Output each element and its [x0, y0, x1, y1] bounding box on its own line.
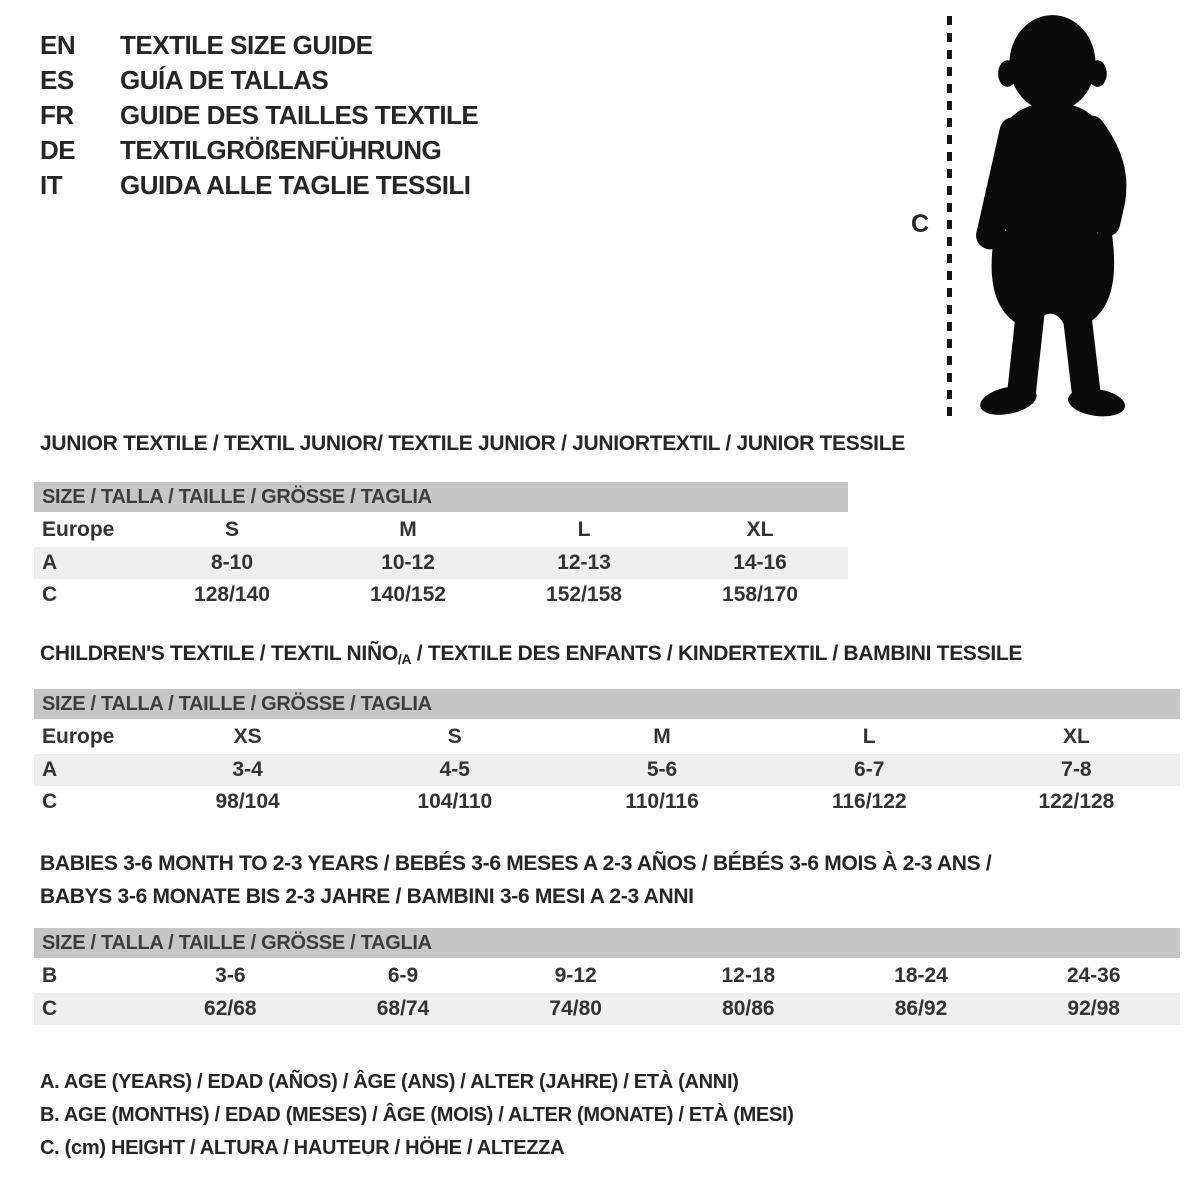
height-cell: 98/104	[215, 790, 280, 813]
height-cell: 68/74	[376, 997, 430, 1020]
table-row-height	[34, 786, 1180, 818]
months-cell: 3-6	[215, 963, 246, 987]
height-cell: 110/116	[625, 790, 699, 813]
language-code: DE	[40, 135, 76, 165]
junior-section-heading: JUNIOR TEXTILE / TEXTIL JUNIOR/ TEXTILE JUNIOR / JUNIORTEXTIL / JUNIOR TESSILE	[40, 432, 905, 455]
months-cell: 18-24	[894, 963, 948, 987]
guide-title-es: GUÍA DE TALLAS	[120, 65, 329, 95]
table-row-age	[34, 547, 848, 579]
height-measure-dashed-line	[947, 16, 952, 416]
age-cell: 10-12	[381, 551, 435, 574]
row-label: C	[42, 997, 58, 1020]
height-cell: 122/128	[1038, 790, 1115, 813]
junior-size-table	[34, 482, 848, 611]
height-cell: 74/80	[549, 997, 602, 1020]
language-code: IT	[40, 170, 63, 200]
months-cell: 6-9	[387, 963, 419, 987]
size-cell: S	[447, 724, 462, 748]
height-cell: 152/158	[546, 583, 622, 606]
months-cell: 12-18	[721, 963, 776, 987]
row-label: B	[42, 963, 58, 987]
children-heading-post: / TEXTILE DES ENFANTS / KINDERTEXTIL / BAMBINI TESSILE	[411, 642, 1023, 665]
language-code: EN	[40, 30, 76, 60]
height-cell: 92/98	[1067, 997, 1120, 1020]
age-cell: 6-7	[854, 758, 885, 781]
age-cell: 4-5	[439, 758, 470, 781]
height-cell: 128/140	[194, 583, 270, 606]
age-cell: 12-13	[557, 551, 611, 574]
age-cell: 7-8	[1061, 758, 1092, 781]
size-cell: XL	[1062, 724, 1090, 748]
height-cell: 158/170	[722, 583, 798, 606]
size-cell: XS	[233, 724, 262, 748]
height-measure-label: C	[911, 210, 930, 238]
children-size-table	[34, 689, 1180, 818]
children-heading-sub: /A	[397, 651, 412, 667]
row-label: C	[42, 790, 58, 813]
language-row-it	[40, 168, 478, 203]
language-title-list	[40, 28, 478, 203]
row-label: A	[42, 758, 58, 781]
height-cell: 116/122	[831, 790, 907, 813]
height-cell: 86/92	[894, 997, 948, 1020]
language-code: ES	[40, 65, 74, 95]
legend-line-age-years: A. AGE (YEARS) / EDAD (AÑOS) / ÂGE (ANS) / ALTER (JAHRE) / ETÀ (ANNI)	[40, 1071, 739, 1093]
guide-title-it: GUIDA ALLE TAGLIE TESSILI	[120, 170, 471, 200]
region-label: Europe	[42, 724, 115, 748]
guide-title-fr: GUIDE DES TAILLES TEXTILE	[120, 100, 479, 130]
months-cell: 24-36	[1066, 963, 1121, 987]
size-header-bar: SIZE / TALLA / TAILLE / GRÖSSE / TAGLIA	[34, 482, 848, 512]
row-label: C	[42, 583, 58, 606]
language-code: FR	[40, 100, 74, 130]
height-cell: 104/110	[417, 790, 493, 813]
babies-heading-line1: BABIES 3-6 MONTH TO 2-3 YEARS / BEBÉS 3-6 MESES A 2-3 AÑOS / BÉBÉS 3-6 MOIS À 2-3 ANS /	[40, 852, 992, 875]
height-cell: 80/86	[722, 997, 775, 1020]
legend-line-age-months: B. AGE (MONTHS) / EDAD (MESES) / ÂGE (MOIS) / ALTER (MONATE) / ETÀ (MESI)	[40, 1104, 794, 1126]
age-cell: 5-6	[646, 758, 678, 781]
guide-title-de: TEXTILGRÖßENFÜHRUNG	[120, 135, 442, 165]
table-row-sizes	[34, 719, 1180, 754]
legend	[40, 1066, 794, 1165]
table-row-height	[34, 993, 1180, 1025]
height-cell: 62/68	[204, 997, 257, 1020]
region-label: Europe	[42, 517, 115, 541]
age-cell: 3-4	[232, 758, 263, 781]
table-row-age	[34, 754, 1180, 786]
size-cell: L	[577, 517, 591, 541]
language-row-fr	[40, 98, 478, 133]
children-section-heading	[40, 642, 1022, 667]
size-cell: M	[399, 517, 417, 541]
table-row-height	[34, 579, 848, 611]
children-heading-pre: CHILDREN'S TEXTILE / TEXTIL NIÑO	[40, 642, 398, 665]
babies-size-table	[34, 928, 1180, 1025]
age-cell: 14-16	[733, 551, 787, 574]
row-label: A	[42, 551, 58, 574]
language-row-en	[40, 28, 478, 63]
table-row-months	[34, 958, 1180, 993]
size-cell: M	[653, 724, 671, 748]
size-cell: XL	[746, 517, 774, 541]
height-cell: 140/152	[370, 583, 446, 606]
babies-section-heading	[40, 847, 991, 913]
age-cell: 8-10	[210, 551, 254, 574]
babies-heading-line2: BABYS 3-6 MONATE BIS 2-3 JAHRE / BAMBINI 3-6 MESI A 2-3 ANNI	[40, 885, 694, 908]
guide-title-en: TEXTILE SIZE GUIDE	[120, 30, 373, 60]
legend-line-height-cm: C. (cm) HEIGHT / ALTURA / HAUTEUR / HÖHE / ALTEZZA	[40, 1137, 565, 1159]
size-header-bar: SIZE / TALLA / TAILLE / GRÖSSE / TAGLIA	[34, 928, 1180, 958]
language-row-es	[40, 63, 478, 98]
table-row-sizes	[34, 512, 848, 547]
months-cell: 9-12	[554, 963, 597, 987]
language-row-de	[40, 133, 478, 168]
baby-silhouette-icon	[962, 10, 1147, 420]
size-header-bar: SIZE / TALLA / TAILLE / GRÖSSE / TAGLIA	[34, 689, 1180, 719]
size-cell: S	[224, 517, 239, 541]
size-cell: L	[862, 724, 876, 748]
